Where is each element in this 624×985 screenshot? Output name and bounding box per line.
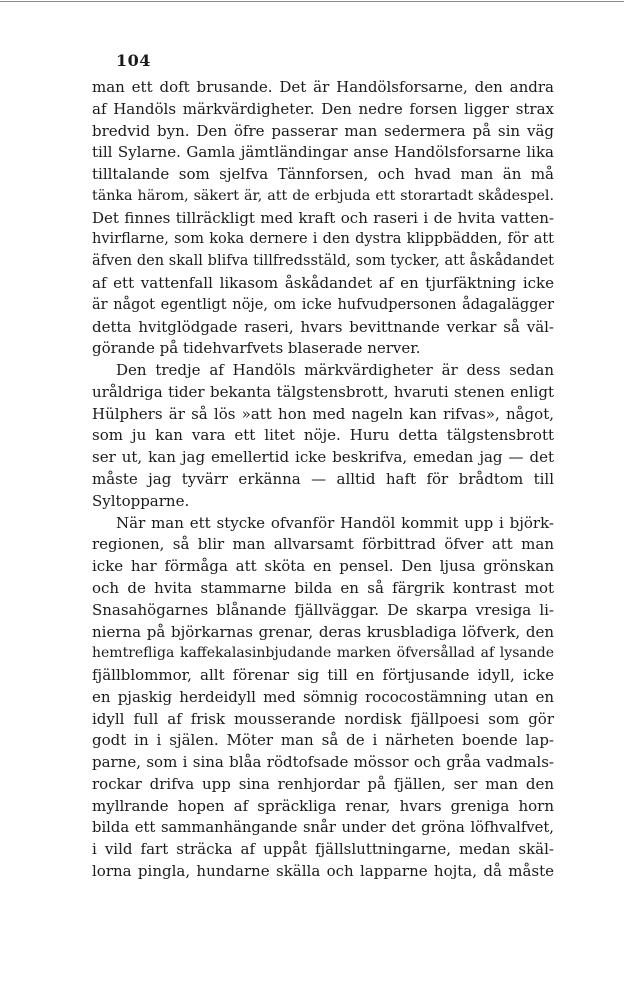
text-line: uråldriga tider bekanta tälgstensbrott, hvaruti stenen enligt xyxy=(92,382,554,401)
text-line: icke har förmåga att sköta en pensel. Den ljusa grönskan xyxy=(92,557,554,576)
text-line: fjällblommor, allt förenar sig till en förtjusande idyll, icke xyxy=(92,666,554,685)
text-line: och de hvita stammarne bilda en så färgrik kontrast mot xyxy=(92,578,554,597)
text-line: parne, som i sina blåa rödtofsade mössor och gråa vadmals- xyxy=(92,753,554,772)
text-line: Den tredje af Handöls märkvärdigheter är dess sedan xyxy=(116,361,554,380)
text-line: man ett doft brusande. Det är Handölsforsarne, den andra xyxy=(92,78,554,96)
text-line: bilda ett sammanhängande snår under det gröna löfhvalfvet, xyxy=(92,818,554,836)
text-line: tilltalande som sjelfva Tännforsen, och hvad man än må xyxy=(92,165,554,184)
text-line: hemtrefliga kaffekalasinbjudande marken öfversållad af lysande xyxy=(92,645,554,662)
text-line: af ett vattenfall likasom åskådandet af en tjurfäktning icke xyxy=(92,274,554,293)
text-line: Syltopparne. xyxy=(92,491,190,510)
text-line: i vild fart sträcka af uppåt fjällsluttningarne, medan skäl- xyxy=(92,840,554,859)
text-line: hvirflarne, som koka dernere i den dystra klippbädden, för att xyxy=(92,231,554,248)
text-line: tänka härom, säkert är, att de erbjuda ett storartadt skådespel. xyxy=(92,187,554,204)
text-line: görande på tidehvarfvets blaserade nerver. xyxy=(92,339,421,358)
text-line: som ju kan vara ett litet nöje. Huru detta tälgstensbrott xyxy=(92,426,554,445)
text-line: detta hvitglödgade raseri, hvars bevittnande verkar så väl- xyxy=(92,317,554,336)
page-number: 104 xyxy=(116,51,151,70)
text-line: nierna på björkarnas grenar, deras krusbladiga löfverk, den xyxy=(92,622,554,641)
text-line: äfven den skall blifva tillfredsstäld, som tycker, att åskådandet xyxy=(92,253,554,270)
text-line: myllrande hopen af spräckliga renar, hvars greniga horn xyxy=(92,796,554,815)
text-line: Hülphers är så lös »att hon med nageln kan rifvas», något, xyxy=(92,404,554,423)
text-line: lorna pingla, hundarne skälla och lapparne hojta, då måste xyxy=(92,862,554,881)
text-line: godt in i själen. Möter man så de i närheten boende lap- xyxy=(92,731,554,750)
text-line: bredvid byn. Den öfre passerar man sedermera på sin väg xyxy=(92,121,554,140)
text-line: idyll full af frisk mousserande nordisk fjällpoesi som gör xyxy=(92,709,554,728)
text-line: ser ut, kan jag emellertid icke beskrifva, emedan jag — det xyxy=(92,448,554,467)
text-line: regionen, så blir man allvarsamt förbittrad öfver att man xyxy=(92,535,554,554)
text-line: af Handöls märkvärdigheter. Den nedre forsen ligger strax xyxy=(92,99,554,118)
text-line: Det finnes tillräckligt med kraft och raseri i de hvita vatten- xyxy=(92,208,554,227)
text-line: rockar drifva upp sina renhjordar på fjällen, ser man den xyxy=(92,774,554,793)
text-line: måste jag tyvärr erkänna — alltid haft för brådtom till xyxy=(92,470,554,489)
text-line: är något egentligt nöje, om icke hufvudpersonen ådagalägger xyxy=(92,296,554,313)
text-line: Snasahögarnes blånande fjällväggar. De skarpa vresiga li- xyxy=(92,600,554,619)
text-line: När man ett stycke ofvanför Handöl kommit upp i björk- xyxy=(116,513,554,532)
text-line: till Sylarne. Gamla jämtländingar anse Handölsforsarne lika xyxy=(92,143,554,162)
text-line: en pjaskig herdeidyll med sömnig rococostämning utan en xyxy=(92,687,554,706)
